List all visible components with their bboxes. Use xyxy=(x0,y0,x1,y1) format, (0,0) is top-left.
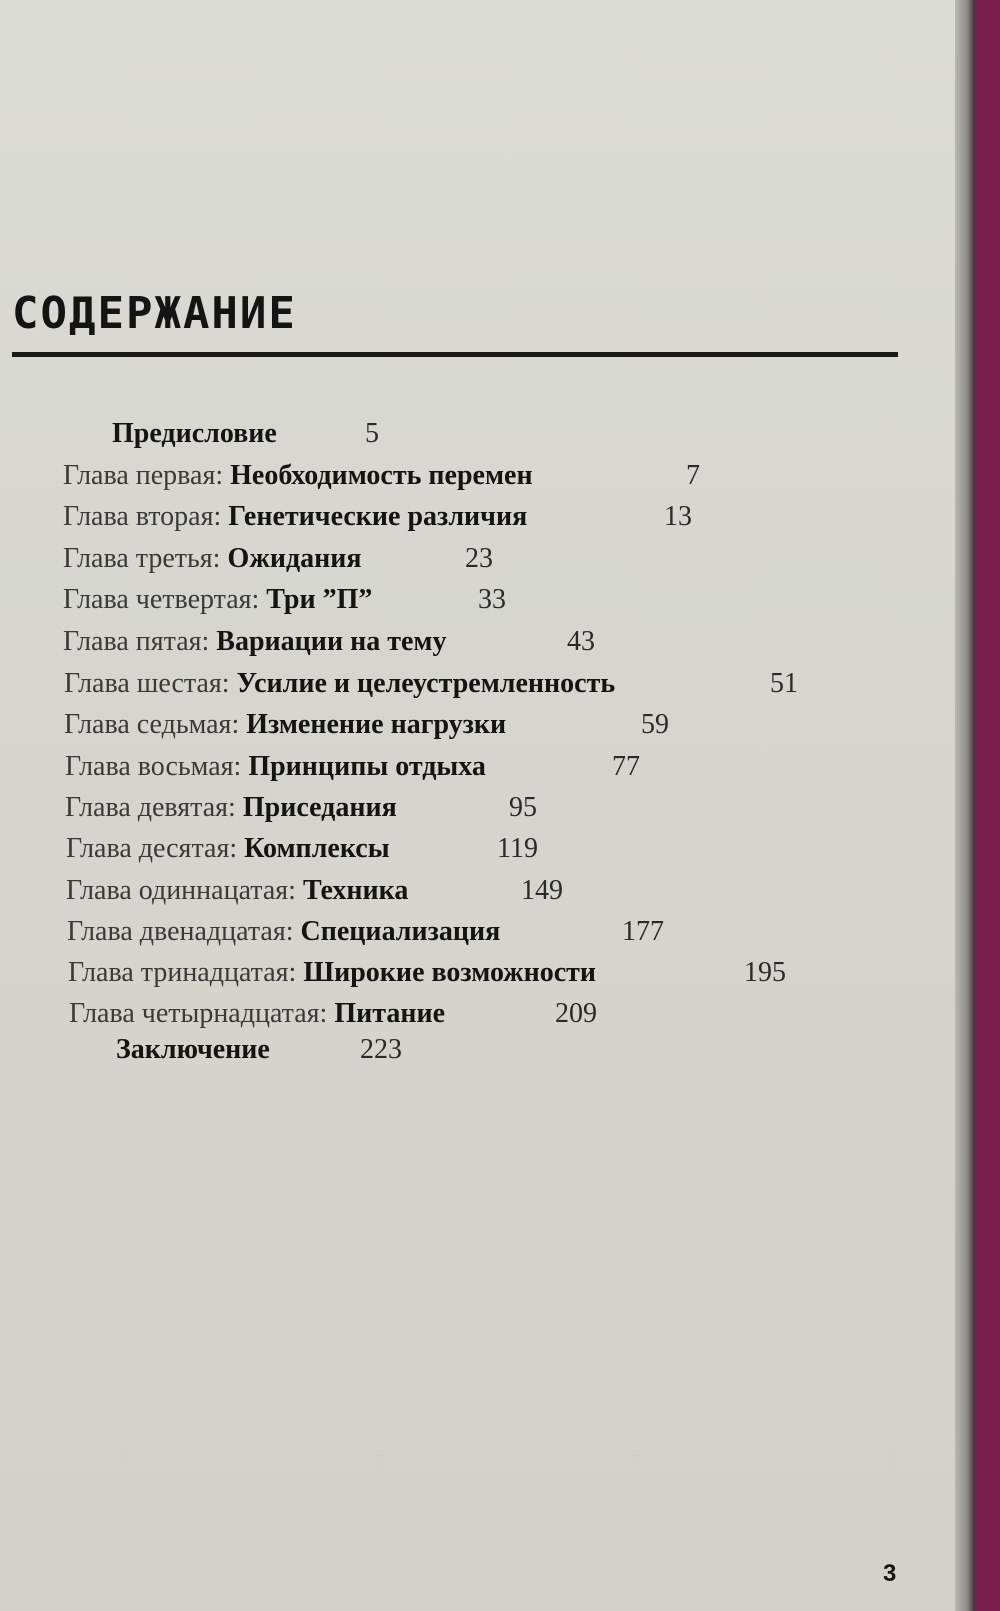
toc-page-number: 23 xyxy=(465,543,493,574)
toc-entry-chapter-8 xyxy=(65,753,486,781)
page-number: 3 xyxy=(883,1560,897,1587)
toc-entry-chapter-10 xyxy=(66,835,390,863)
toc-page-number: 59 xyxy=(641,709,669,740)
toc-entry-chapter-7 xyxy=(64,711,506,739)
toc-entry-title: Техника xyxy=(302,875,409,906)
toc-page-number: 177 xyxy=(622,916,664,947)
toc-entry-chapter-5 xyxy=(63,628,446,656)
toc-entry-title: Изменение нагрузки xyxy=(246,709,507,740)
book-spine-edge xyxy=(955,0,975,1611)
toc-entry-prefix: Глава первая: xyxy=(63,460,231,491)
toc-page-number: 95 xyxy=(509,792,537,823)
toc-entry-title: Заключение xyxy=(116,1034,270,1065)
toc-entry-prefix: Глава седьмая: xyxy=(64,709,247,740)
toc-entry-title: Принципы отдыха xyxy=(248,751,486,782)
toc-page-number: 13 xyxy=(664,501,692,532)
toc-entry-title: Приседания xyxy=(242,792,397,823)
toc-entry-title: Вариации на тему xyxy=(216,626,447,657)
toc-entry-prefix: Глава третья: xyxy=(63,543,228,574)
toc-entry-prefix: Глава четвертая: xyxy=(63,584,267,615)
toc-entry-preface xyxy=(112,420,277,448)
toc-entry-title: Три ”П” xyxy=(266,584,373,615)
toc-entry-chapter-6 xyxy=(64,670,615,698)
toc-page-number: 223 xyxy=(360,1034,402,1065)
toc-entry-prefix: Глава десятая: xyxy=(66,833,245,864)
toc-page-number: 149 xyxy=(521,875,563,906)
toc-entry-title: Необходимость перемен xyxy=(230,460,533,491)
toc-page-number: 7 xyxy=(686,460,700,491)
toc-entry-title: Генетические различия xyxy=(228,501,528,532)
toc-entry-prefix: Глава двенадцатая: xyxy=(67,916,301,947)
toc-entry-title: Усилие и целеустремленность xyxy=(236,668,616,699)
toc-entry-prefix: Глава шестая: xyxy=(64,668,237,699)
toc-entry-title: Специализация xyxy=(300,916,501,947)
toc-entry-chapter-12 xyxy=(67,918,500,946)
toc-entry-prefix: Глава восьмая: xyxy=(65,751,249,782)
toc-entry-chapter-4 xyxy=(63,586,372,614)
toc-page-number: 77 xyxy=(612,751,640,782)
toc-entry-chapter-9 xyxy=(65,794,397,822)
page-title: СОДЕРЖАНИЕ xyxy=(12,288,297,339)
toc-page-number: 51 xyxy=(770,668,798,699)
toc-entry-prefix: Глава тринадцатая: xyxy=(68,957,304,988)
toc-entry-chapter-11 xyxy=(66,877,408,905)
toc-page-number: 195 xyxy=(744,957,786,988)
toc-entry-title: Ожидания xyxy=(227,543,362,574)
toc-entry-chapter-2 xyxy=(63,503,527,531)
toc-page-number: 209 xyxy=(555,998,597,1029)
toc-entry-chapter-1 xyxy=(63,462,533,490)
toc-entry-prefix: Глава девятая: xyxy=(65,792,243,823)
toc-page-number: 43 xyxy=(567,626,595,657)
toc-entry-chapter-13 xyxy=(68,959,596,987)
toc-entry-prefix: Глава четырнадцатая: xyxy=(69,998,335,1029)
toc-entry-title: Комплексы xyxy=(244,833,390,864)
toc-entry-title: Широкие возможности xyxy=(303,957,597,988)
toc-entry-title: Предисловие xyxy=(112,418,277,449)
toc-entry-prefix: Глава одиннацатая: xyxy=(66,875,303,906)
toc-entry-conclusion xyxy=(116,1036,270,1064)
toc-page-number: 5 xyxy=(365,418,379,449)
toc-entry-title: Питание xyxy=(334,998,446,1029)
toc-entry-prefix: Глава вторая: xyxy=(63,501,229,532)
toc-entry-chapter-14 xyxy=(69,1000,445,1028)
toc-entry-prefix: Глава пятая: xyxy=(63,626,217,657)
toc-page-number: 33 xyxy=(478,584,506,615)
toc-entry-chapter-3 xyxy=(63,545,362,573)
toc-page-number: 119 xyxy=(497,833,538,864)
